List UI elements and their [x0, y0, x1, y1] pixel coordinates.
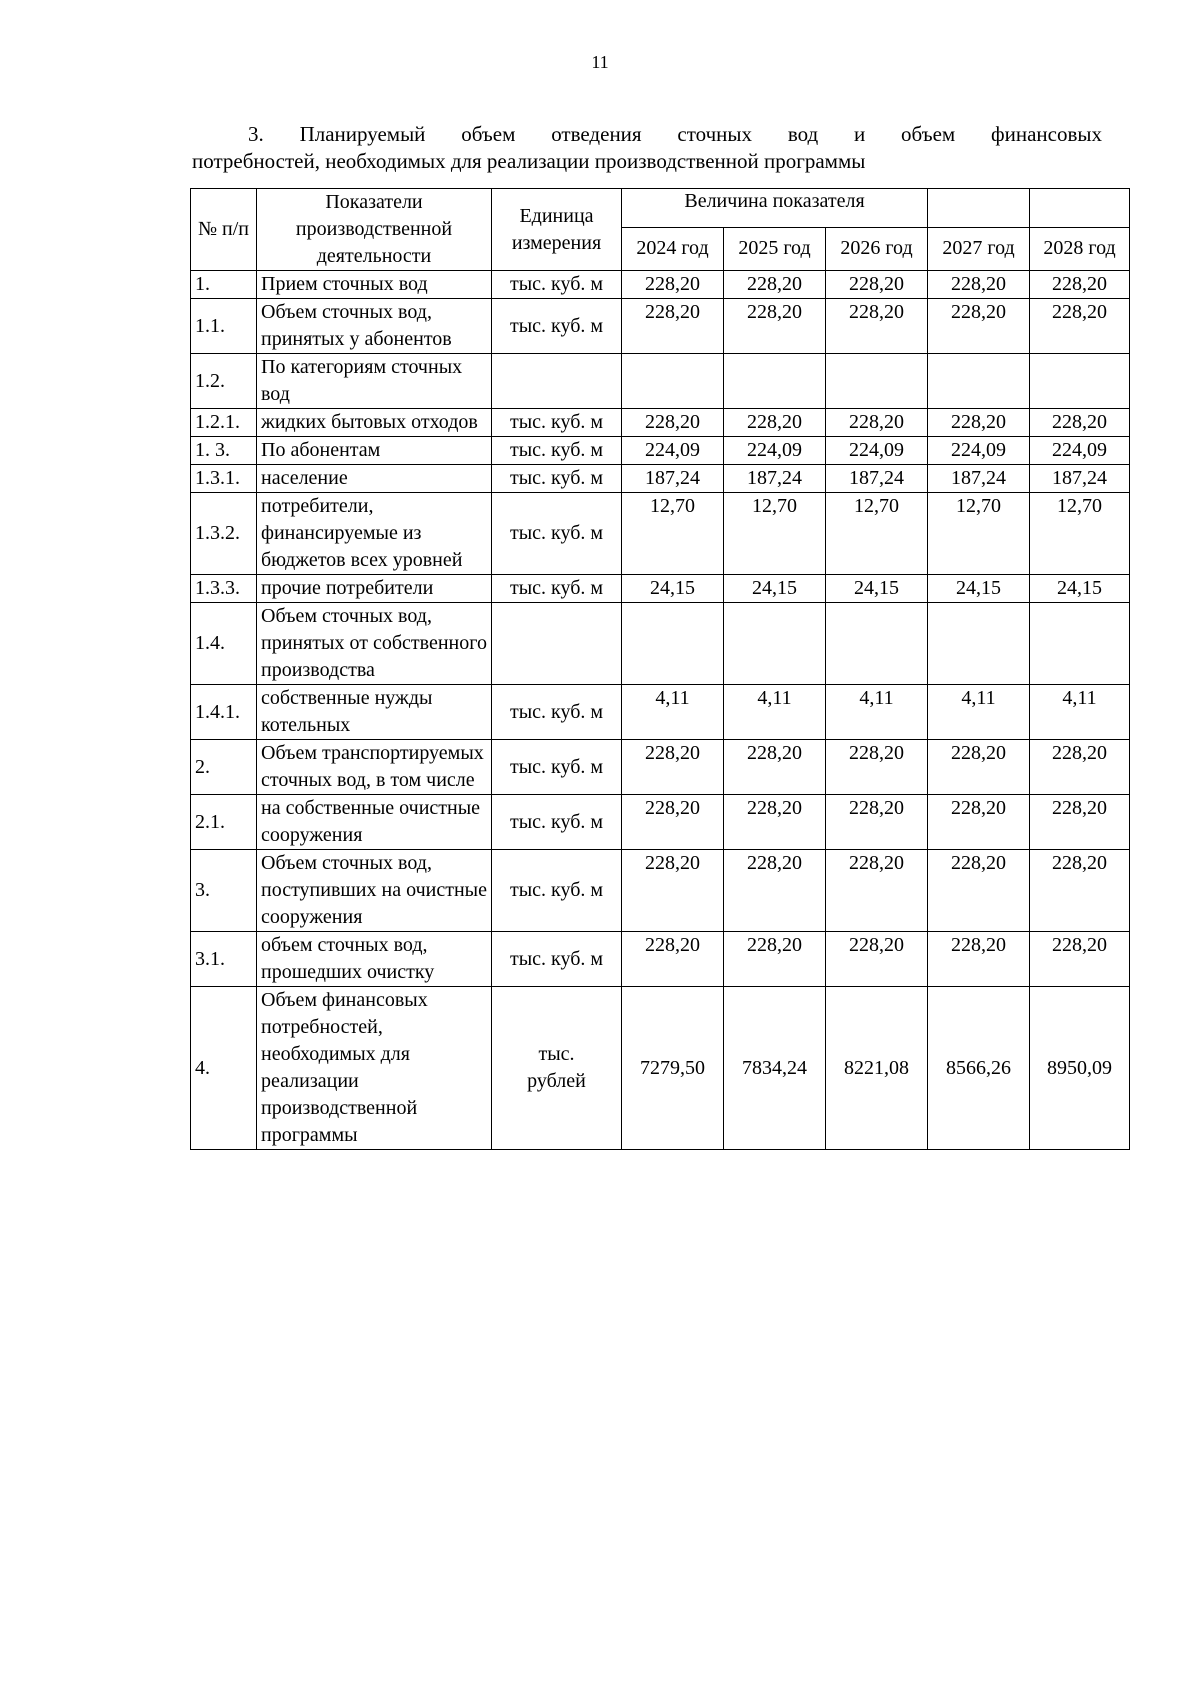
row-value: 228,20	[724, 409, 826, 437]
row-indicator: объем сточных вод, прошедших очистку	[257, 932, 492, 987]
row-number: 3.	[191, 850, 257, 932]
row-unit: тыс. куб. м	[492, 409, 622, 437]
row-value	[622, 603, 724, 685]
row-value: 187,24	[1030, 465, 1130, 493]
header-indicator: Показатели производственной деятельности	[257, 189, 492, 271]
row-value: 228,20	[928, 795, 1030, 850]
header-empty-cell	[928, 189, 1030, 228]
row-number: 1.4.1.	[191, 685, 257, 740]
row-number: 1.	[191, 271, 257, 299]
row-value: 12,70	[928, 493, 1030, 575]
header-year: 2027 год	[928, 227, 1030, 270]
row-number: 1.2.1.	[191, 409, 257, 437]
row-indicator: на собственные очистные сооружения	[257, 795, 492, 850]
table-row	[191, 795, 1130, 850]
table-row	[191, 685, 1130, 740]
table-row	[191, 575, 1130, 603]
row-value: 224,09	[826, 437, 928, 465]
row-value: 228,20	[928, 299, 1030, 354]
row-value: 228,20	[622, 299, 724, 354]
row-value	[928, 603, 1030, 685]
row-value: 228,20	[928, 850, 1030, 932]
table-row	[191, 354, 1130, 409]
row-number: 1. 3.	[191, 437, 257, 465]
row-indicator: Объем транспортируемых сточных вод, в том числе	[257, 740, 492, 795]
row-value: 12,70	[622, 493, 724, 575]
row-value: 228,20	[826, 271, 928, 299]
table-row	[191, 850, 1130, 932]
row-unit: тыс. куб. м	[492, 740, 622, 795]
row-value: 228,20	[826, 795, 928, 850]
row-value: 228,20	[826, 409, 928, 437]
row-value: 7279,50	[622, 987, 724, 1150]
header-year: 2025 год	[724, 227, 826, 270]
row-indicator: По абонентам	[257, 437, 492, 465]
row-value: 4,11	[826, 685, 928, 740]
row-value	[724, 354, 826, 409]
row-value: 8221,08	[826, 987, 928, 1150]
row-indicator: собственные нужды котельных	[257, 685, 492, 740]
row-number: 2.1.	[191, 795, 257, 850]
row-value: 4,11	[622, 685, 724, 740]
row-indicator: прочие потребители	[257, 575, 492, 603]
table-row	[191, 493, 1130, 575]
row-unit: тыс. куб. м	[492, 299, 622, 354]
row-value: 228,20	[724, 795, 826, 850]
row-value: 228,20	[826, 932, 928, 987]
row-value: 228,20	[826, 740, 928, 795]
row-value: 224,09	[622, 437, 724, 465]
row-value: 187,24	[622, 465, 724, 493]
row-value: 228,20	[724, 932, 826, 987]
row-number: 1.4.	[191, 603, 257, 685]
row-value: 228,20	[1030, 299, 1130, 354]
row-number: 1.3.2.	[191, 493, 257, 575]
row-value	[826, 603, 928, 685]
row-unit: тыс. куб. м	[492, 685, 622, 740]
row-number: 1.3.3.	[191, 575, 257, 603]
row-value: 187,24	[724, 465, 826, 493]
row-value: 8566,26	[928, 987, 1030, 1150]
row-value: 228,20	[1030, 795, 1130, 850]
table-row	[191, 987, 1130, 1150]
row-number: 2.	[191, 740, 257, 795]
row-value: 4,11	[1030, 685, 1130, 740]
row-unit: тыс. куб. м	[492, 271, 622, 299]
row-value: 24,15	[622, 575, 724, 603]
row-value: 187,24	[826, 465, 928, 493]
page-number: 11	[591, 52, 609, 72]
row-value	[1030, 603, 1130, 685]
row-value: 24,15	[928, 575, 1030, 603]
row-value: 228,20	[826, 850, 928, 932]
table-row	[191, 740, 1130, 795]
table-row	[191, 603, 1130, 685]
row-value: 228,20	[1030, 740, 1130, 795]
row-value: 228,20	[622, 850, 724, 932]
row-value: 228,20	[1030, 850, 1130, 932]
heading-line-2: потребностей, необходимых для реализации производственной программы	[192, 149, 866, 173]
row-value: 228,20	[622, 271, 724, 299]
row-indicator: Объем сточных вод, принятых у абонентов	[257, 299, 492, 354]
header-year: 2028 год	[1030, 227, 1130, 270]
row-indicator: Объем сточных вод, принятых от собственного производства	[257, 603, 492, 685]
table-row	[191, 437, 1130, 465]
row-value: 24,15	[724, 575, 826, 603]
row-value: 228,20	[724, 299, 826, 354]
row-unit: тыс. куб. м	[492, 465, 622, 493]
row-value	[1030, 354, 1130, 409]
row-unit: тыс. куб. м	[492, 575, 622, 603]
row-indicator: Объем финансовых потребностей, необходимых для реализации производственной программы	[257, 987, 492, 1150]
row-value: 12,70	[1030, 493, 1130, 575]
row-value: 4,11	[928, 685, 1030, 740]
row-unit: тыс. куб. м	[492, 437, 622, 465]
row-value: 228,20	[622, 932, 724, 987]
row-value: 228,20	[928, 271, 1030, 299]
row-value: 228,20	[928, 932, 1030, 987]
row-indicator: жидких бытовых отходов	[257, 409, 492, 437]
row-value: 224,09	[928, 437, 1030, 465]
row-value: 12,70	[724, 493, 826, 575]
row-number: 1.2.	[191, 354, 257, 409]
row-indicator: население	[257, 465, 492, 493]
row-value: 187,24	[928, 465, 1030, 493]
row-unit: тыс. куб. м	[492, 850, 622, 932]
table-row	[191, 409, 1130, 437]
row-value: 228,20	[928, 740, 1030, 795]
row-indicator: Объем сточных вод, поступивших на очистные сооружения	[257, 850, 492, 932]
row-indicator: Прием сточных вод	[257, 271, 492, 299]
row-value: 228,20	[1030, 271, 1130, 299]
row-unit: тыс. куб. м	[492, 795, 622, 850]
row-value: 224,09	[1030, 437, 1130, 465]
row-unit	[492, 354, 622, 409]
row-value	[622, 354, 724, 409]
row-indicator: потребители, финансируемые из бюджетов всех уровней	[257, 493, 492, 575]
header-empty-cell	[1030, 189, 1130, 228]
row-value	[928, 354, 1030, 409]
header-unit: Единица измерения	[492, 189, 622, 271]
section-heading	[192, 121, 1102, 175]
header-value-group: Величина показателя	[622, 189, 928, 228]
row-value: 24,15	[826, 575, 928, 603]
row-value: 228,20	[724, 740, 826, 795]
row-value: 12,70	[826, 493, 928, 575]
row-value	[724, 603, 826, 685]
row-value: 228,20	[826, 299, 928, 354]
row-value: 8950,09	[1030, 987, 1130, 1150]
data-table	[190, 188, 1130, 1150]
row-value: 24,15	[1030, 575, 1130, 603]
header-year: 2026 год	[826, 227, 928, 270]
row-number: 1.1.	[191, 299, 257, 354]
row-number: 1.3.1.	[191, 465, 257, 493]
heading-line-1: 3. Планируемый объем отведения сточных вод и объем финансовых	[248, 122, 1102, 146]
row-value: 228,20	[724, 271, 826, 299]
row-value: 228,20	[928, 409, 1030, 437]
row-unit	[492, 603, 622, 685]
table-row	[191, 271, 1130, 299]
row-value: 228,20	[622, 795, 724, 850]
row-value: 224,09	[724, 437, 826, 465]
row-unit: тыс. куб. м	[492, 493, 622, 575]
header-row-1	[191, 189, 1130, 228]
row-indicator: По категориям сточных вод	[257, 354, 492, 409]
row-value: 4,11	[724, 685, 826, 740]
row-value: 7834,24	[724, 987, 826, 1150]
row-value: 228,20	[1030, 409, 1130, 437]
row-unit: тыс. куб. м	[492, 932, 622, 987]
row-value: 228,20	[622, 409, 724, 437]
row-unit: тыс. рублей	[492, 987, 622, 1150]
header-num: № п/п	[191, 189, 257, 271]
table-row	[191, 465, 1130, 493]
table-row	[191, 932, 1130, 987]
row-value: 228,20	[724, 850, 826, 932]
table-row	[191, 299, 1130, 354]
row-value	[826, 354, 928, 409]
row-number: 4.	[191, 987, 257, 1150]
header-year: 2024 год	[622, 227, 724, 270]
row-value: 228,20	[622, 740, 724, 795]
row-number: 3.1.	[191, 932, 257, 987]
row-value: 228,20	[1030, 932, 1130, 987]
